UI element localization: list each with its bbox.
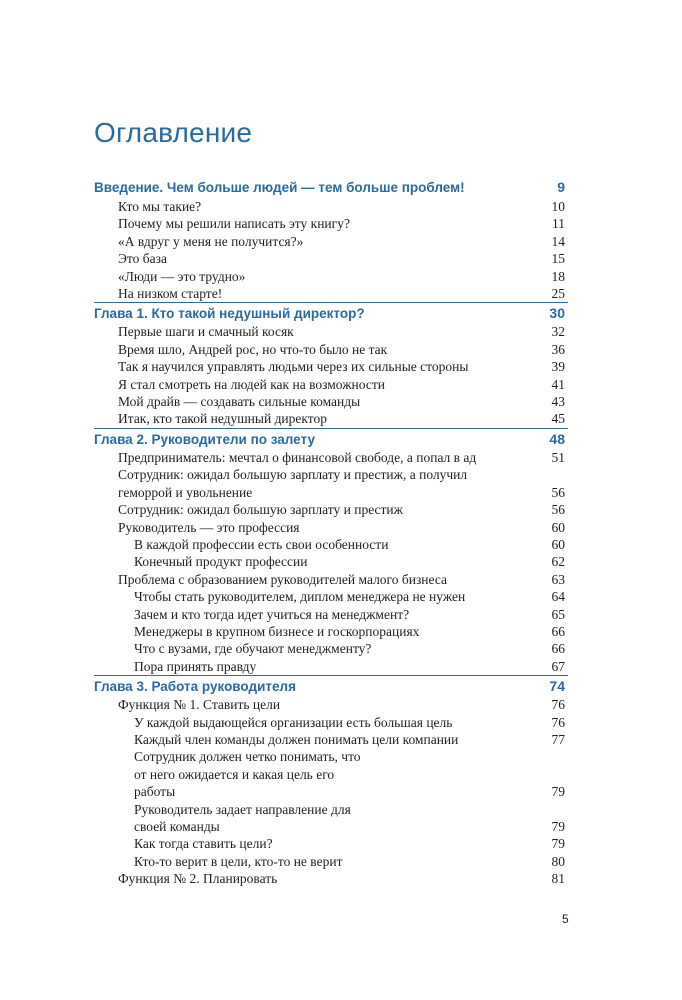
entry-title: Сотрудник: ожидал большую зарплату и престиж [118,502,403,518]
entry-title: Кто мы такие? [118,199,202,214]
toc-subentry[interactable] [94,714,568,731]
entry-page: 76 [551,697,565,713]
toc-entry[interactable] [94,376,568,393]
entry-page: 79 [551,836,565,852]
toc-subentry[interactable] [94,553,568,570]
toc-entry[interactable] [94,285,568,302]
entry-page: 64 [551,589,565,605]
entry-page: 56 [551,484,565,500]
toc-entry[interactable] [94,449,568,466]
toc-subentry[interactable] [94,536,568,553]
entry-title: Менеджеры в крупном бизнесе и госкорпорациях [134,623,420,639]
toc-entry[interactable] [94,393,568,410]
entry-page: 56 [551,502,565,518]
entry-page: 14 [551,233,565,249]
toc-subentry[interactable] [94,801,568,836]
entry-title: Итак, кто такой недушный директор [118,411,328,427]
entry-title: Первые шаги и смачный косяк [118,324,294,340]
toc-entry[interactable] [94,233,568,250]
toc-subentry[interactable] [94,623,568,640]
chapter-page: 30 [549,305,565,322]
toc-entry[interactable] [94,323,568,340]
entry-title: Руководитель задает направление для своей команды [134,801,351,834]
toc-subentry[interactable] [94,731,568,748]
toc-entry[interactable] [94,519,568,536]
toc-subentry[interactable] [94,640,568,657]
entry-page: 67 [551,658,565,674]
entry-title: Так я научился управлять людьми через их сильные стороны [118,359,469,375]
toc-entry[interactable] [94,250,568,267]
toc-entry[interactable] [94,358,568,375]
toc-chapter-2[interactable] [94,428,568,449]
chapter-title: Глава 2. Руководители по залету [94,431,315,447]
chapter-title: Введение. Чем больше людей — тем больше проблем! [94,180,465,195]
toc-subentry[interactable] [94,658,568,675]
toc-chapter-3[interactable] [94,675,568,696]
chapter-page: 48 [549,430,565,447]
entry-title: Каждый член команды должен понимать цели компании [134,731,459,747]
entry-page: 79 [551,819,565,834]
chapter-title: Глава 3. Работа руководителя [94,679,296,695]
page-title: Оглавление [94,117,253,148]
toc-subentry[interactable] [94,835,568,852]
entry-title: «А вдруг у меня не получится?» [118,233,304,249]
entry-page: 32 [551,324,565,340]
toc-subentry[interactable] [94,748,568,800]
entry-title: Кто-то верит в цели, кто-то не верит [134,853,343,869]
entry-title: Мой драйв — создавать сильные команды [118,394,361,410]
entry-title: «Люди — это трудно» [118,268,246,284]
entry-title: Сотрудник должен четко понимать, что от него ожидается и какая цель его работы [134,749,361,800]
entry-title: Почему мы решили написать эту книгу? [118,216,350,232]
toc-entry[interactable] [94,198,568,215]
entry-page: 63 [551,571,565,587]
entry-page: 62 [551,554,565,570]
entry-page: 11 [552,216,565,232]
entry-page: 43 [551,394,565,410]
entry-title: На низком старте! [118,286,223,302]
toc-subentry[interactable] [94,853,568,870]
entry-title: Проблема с образованием руководителей малого бизнеса [118,571,448,587]
entry-title: Руководитель — это профессия [118,519,300,535]
entry-title: Чтобы стать руководителем, диплом менеджера не нужен [134,589,466,605]
toc-subentry[interactable] [94,588,568,605]
entry-title: Сотрудник: ожидал большую зарплату и престиж, а получил геморрой и увольнение [118,467,468,500]
entry-page: 18 [551,268,565,284]
entry-title: Функция № 2. Планировать [118,871,278,887]
entry-title: Время шло, Андрей рос, но что-то было не так [118,341,388,357]
chapter-title: Глава 1. Кто такой недушный директор? [94,306,365,322]
entry-title: У каждой выдающейся организации есть большая цель [134,714,453,730]
page-number: 5 [562,912,569,926]
toc-entry[interactable] [94,215,568,232]
entry-page: 79 [551,784,565,800]
entry-title: Пора принять правду [134,658,257,674]
entry-page: 81 [551,871,565,887]
entry-title: Предприниматель: мечтал о финансовой свободе, а попал в ад [118,449,477,465]
toc-entry[interactable] [94,696,568,713]
chapter-page: 9 [557,179,565,195]
entry-page: 51 [551,449,565,465]
entry-page: 39 [551,359,565,375]
entry-title: Что с вузами, где обучают менеджменту? [134,641,372,657]
entry-title: Как тогда ставить цели? [134,836,273,852]
entry-page: 66 [551,641,565,657]
toc-entry[interactable] [94,870,568,887]
entry-page: 60 [551,519,565,535]
entry-page: 10 [551,199,565,214]
entry-title: Зачем и кто тогда идет учиться на менеджмент? [134,606,410,622]
entry-title: Я стал смотреть на людей как на возможности [118,376,385,392]
entry-page: 66 [551,623,565,639]
entry-title: Функция № 1. Ставить цели [118,697,281,713]
entry-title: Это база [118,251,167,267]
toc-chapter-1[interactable] [94,302,568,323]
entry-page: 45 [551,411,565,427]
entry-page: 36 [551,341,565,357]
toc-entry[interactable] [94,268,568,285]
entry-page: 60 [551,536,565,552]
entry-page: 25 [551,286,565,302]
toc-subentry[interactable] [94,606,568,623]
table-of-contents [94,177,568,888]
toc-entry[interactable] [94,571,568,588]
toc-entry[interactable] [94,341,568,358]
entry-page: 65 [551,606,565,622]
chapter-page: 74 [549,678,565,695]
entry-page: 15 [551,251,565,267]
entry-title: Конечный продукт профессии [134,554,308,570]
entry-page: 41 [551,376,565,392]
entry-page: 80 [551,853,565,869]
entry-title: В каждой профессии есть свои особенности [134,536,389,552]
toc-entry[interactable] [94,501,568,518]
toc-entry[interactable] [94,410,568,427]
entry-page: 76 [551,714,565,730]
entry-page: 77 [551,731,565,747]
toc-entry[interactable] [94,466,568,501]
toc-chapter-intro[interactable] [94,177,568,198]
